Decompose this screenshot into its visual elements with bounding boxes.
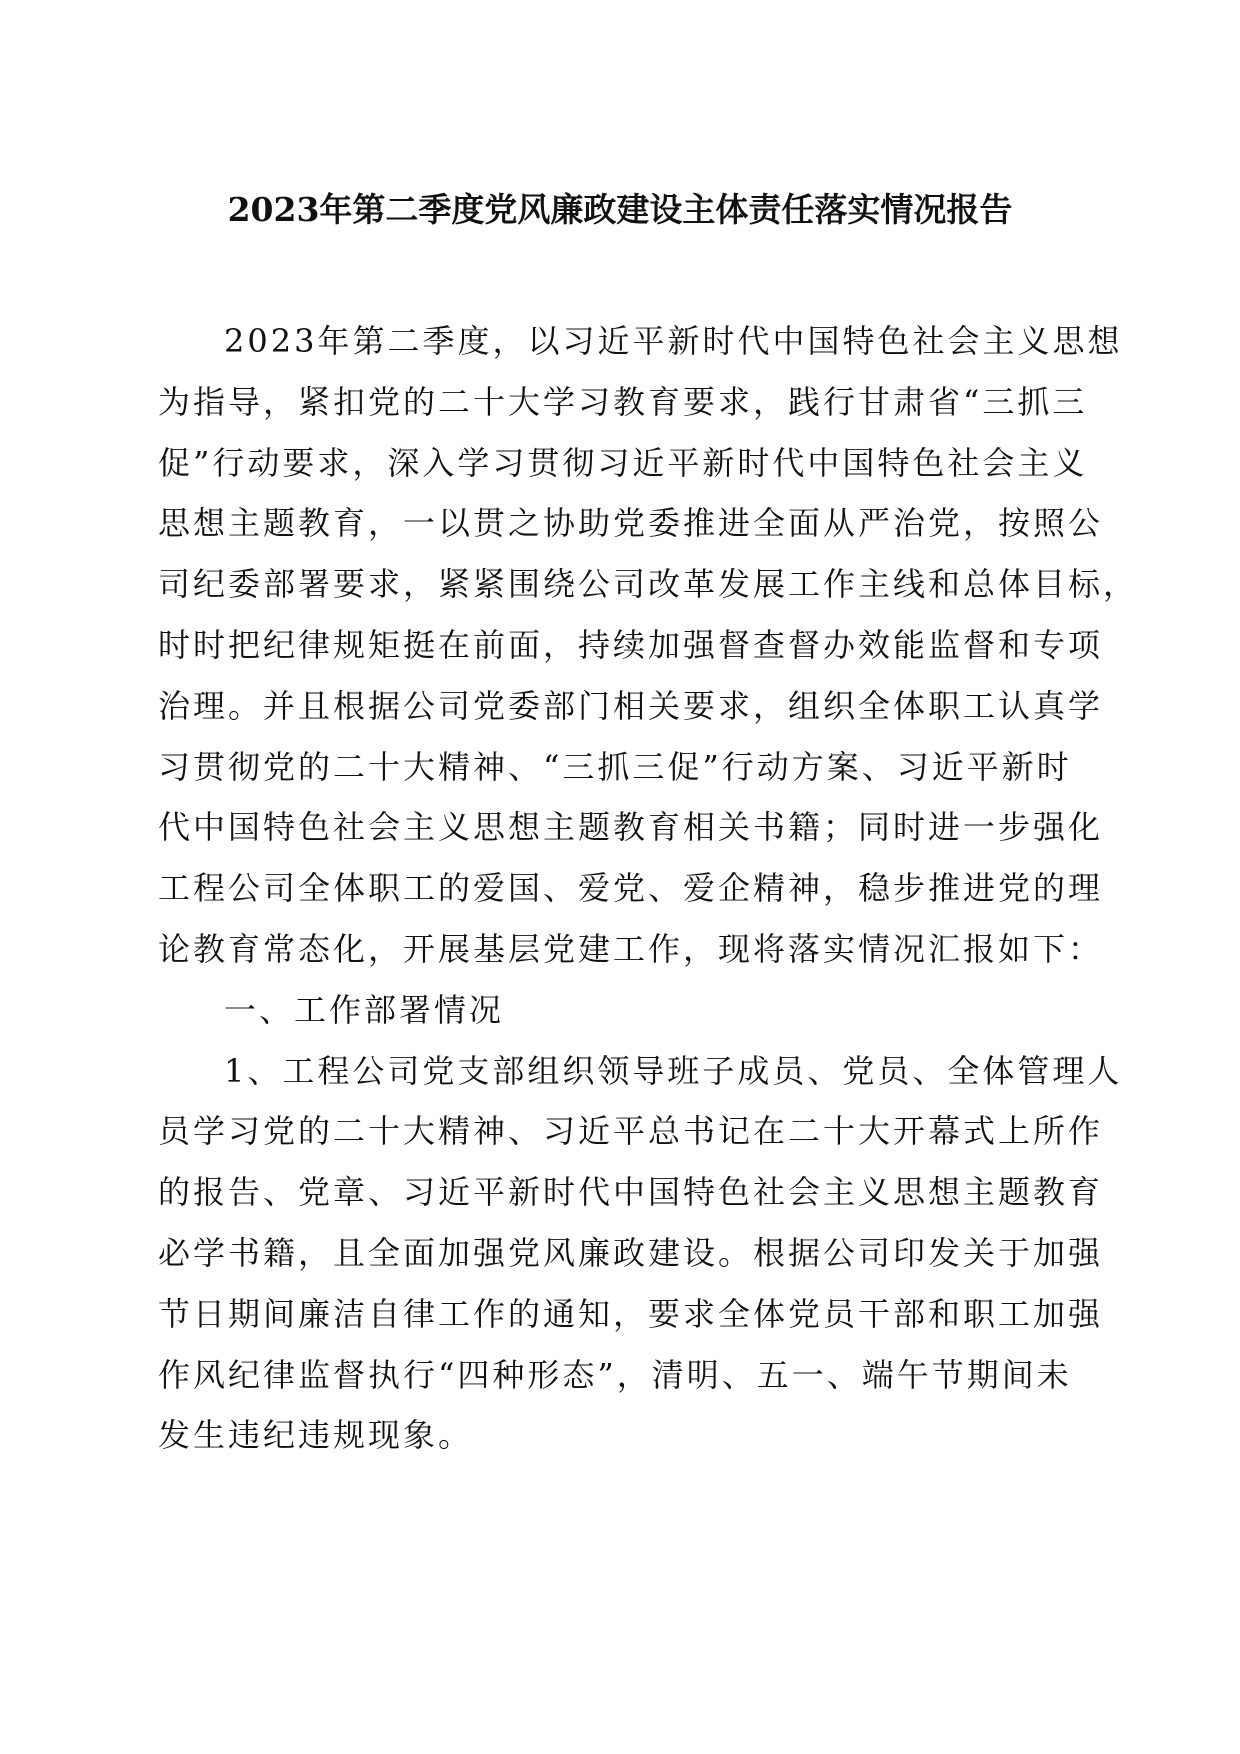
text-line: 习贯彻党的二十大精神、“三抓三促”行动方案、习近平新时 [158,747,1072,786]
document-title: 2023年第二季度党风廉政建设主体责任落实情况报告 [227,190,1013,229]
text-line: 发生违纪违规现象。 [158,1416,474,1455]
text-line: 的报告、党章、习近平新时代中国特色社会主义思想主题教育 [158,1173,1104,1212]
text-line: 必学书籍，且全面加强党风廉政建设。根据公司印发关于加强 [158,1233,1104,1272]
text-line: 论教育常态化，开展基层党建工作，现将落实情况汇报如下： [158,929,1104,968]
text-line: 代中国特色社会主义思想主题教育相关书籍；同时进一步强化 [158,808,1104,847]
section-heading [158,980,1082,1041]
text-line: 工程公司全体职工的爱国、爱党、爱企精神，稳步推进党的理 [158,869,1104,908]
text-line: 2023年第二季度，以习近平新时代中国特色社会主义思想 [224,322,1123,360]
text-line: 为指导，紧扣党的二十大学习教育要求，践行甘肃省“三抓三 [158,382,1088,421]
text-line: 促”行动要求，深入学习贯彻习近平新时代中国特色社会主义 [158,443,1088,482]
text-line: 作风纪律监督执行“四种形态”，清明、五一、端午节期间未 [158,1355,1072,1394]
text-line: 员学习党的二十大精神、习近平总书记在二十大开幕式上所作 [158,1112,1104,1151]
text-line: 节日期间廉洁自律工作的通知，要求全体党员干部和职工加强 [158,1294,1104,1333]
text-line: 治理。并且根据公司党委部门相关要求，组织全体职工认真学 [158,686,1104,725]
item-1-paragraph [158,1041,1123,1467]
document-body [158,311,1139,1466]
intro-paragraph [158,311,1139,980]
text-line: 思想主题教育，一以贯之协助党委推进全面从严治党，按照公 [158,504,1104,543]
text-line: 1、工程公司党支部组织领导班子成员、党员、全体管理人 [224,1051,1123,1090]
text-line: 司纪委部署要求，紧紧围绕公司改革发展工作主线和总体目标， [158,565,1139,604]
section-heading-text: 一、工作部署情况 [224,990,505,1029]
text-line: 时时把纪律规矩挺在前面，持续加强督查督办效能监督和专项 [158,625,1104,664]
